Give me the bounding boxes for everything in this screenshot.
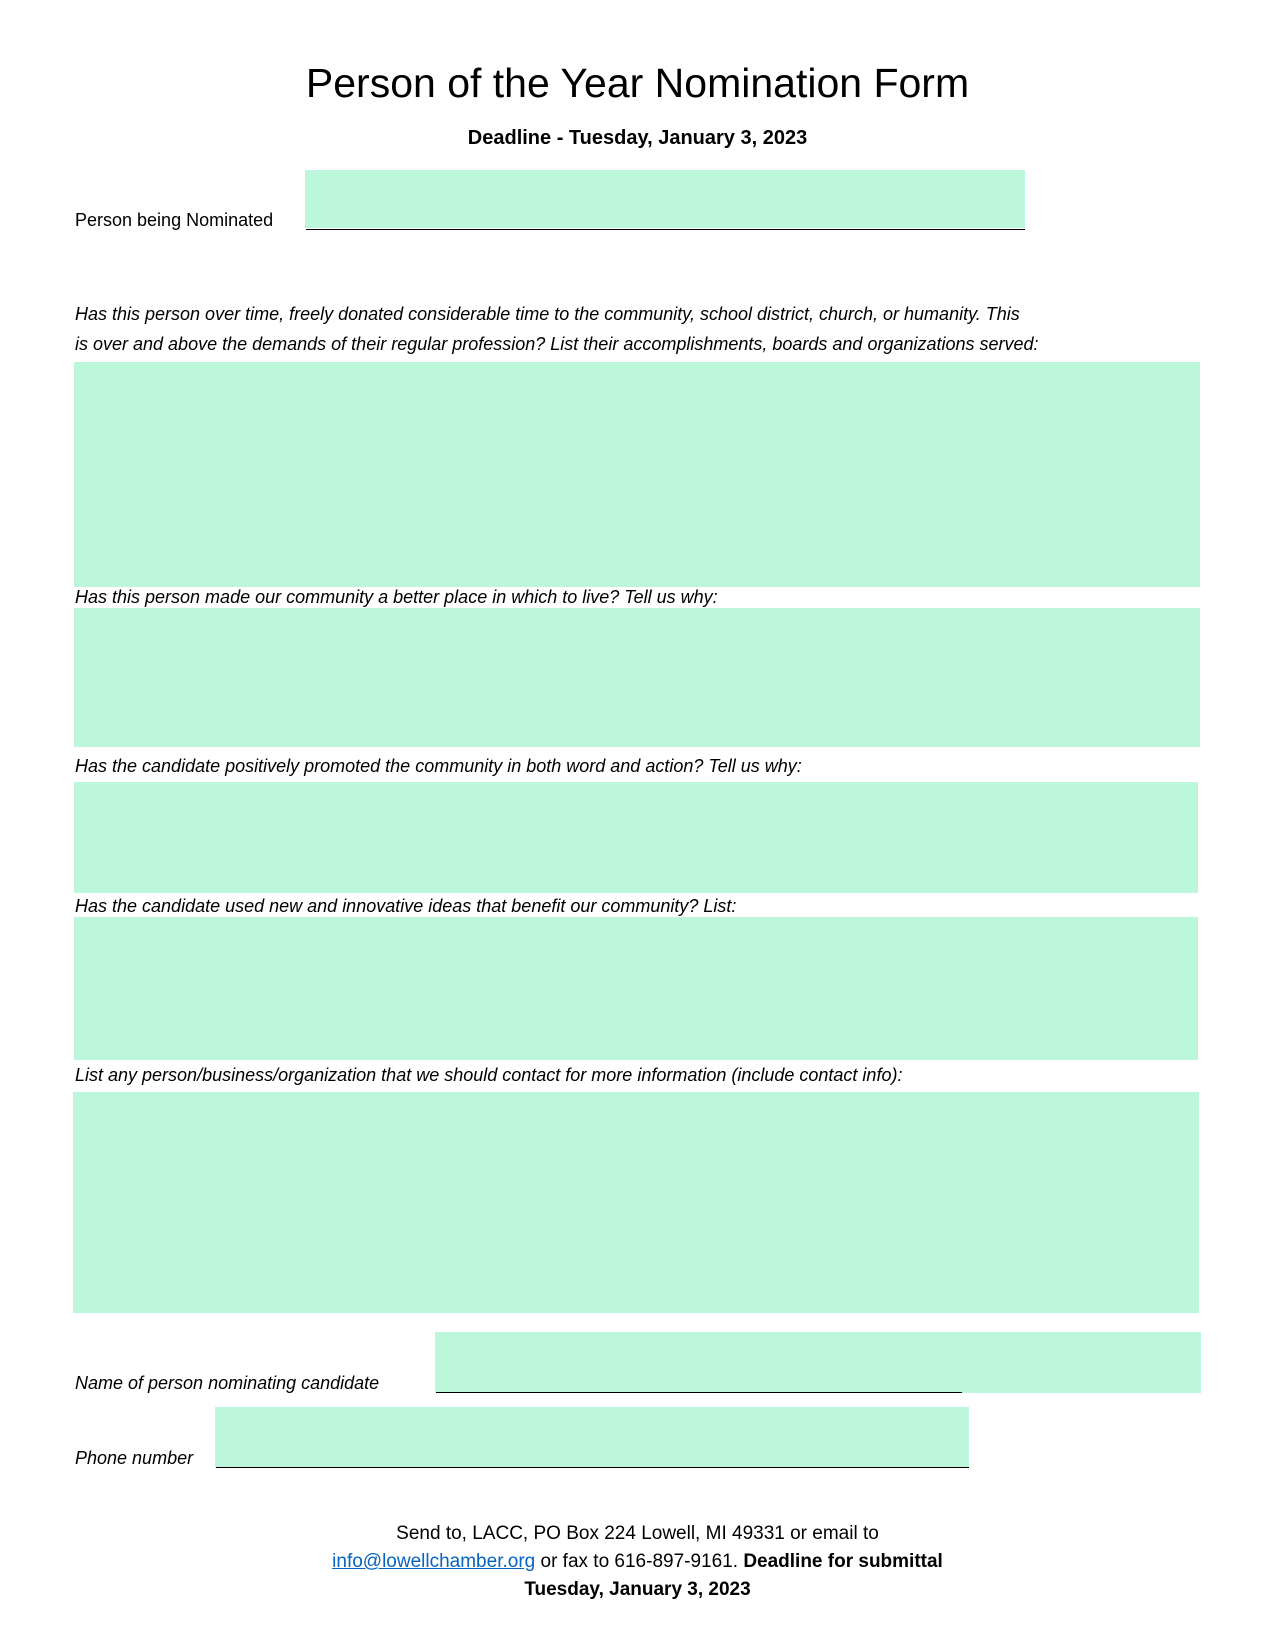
submission-footer xyxy=(0,1520,1275,1604)
contacts-field[interactable] xyxy=(73,1092,1199,1313)
question-2-label: Has this person made our community a better place in which to live? Tell us why: xyxy=(75,587,718,607)
nominator-underline xyxy=(436,1392,962,1393)
footer-deadline-label: Deadline for submittal xyxy=(743,1551,943,1572)
question-5-label: List any person/business/organization that we should contact for more information (include contact info): xyxy=(75,1065,903,1085)
footer-fax: or fax to 616-897-9161. xyxy=(535,1551,744,1572)
nominee-label: Person being Nominated xyxy=(75,210,274,230)
phone-underline xyxy=(216,1467,969,1468)
footer-deadline-date: Tuesday, January 3, 2023 xyxy=(524,1579,751,1600)
phone-label: Phone number xyxy=(75,1448,194,1468)
footer-address: Send to, LACC, PO Box 224 Lowell, MI 49331 or email to xyxy=(396,1523,879,1544)
question-1-line-1: Has this person over time, freely donated considerable time to the community, school district, church, or humanity. This xyxy=(75,304,1020,324)
innovative-ideas-field[interactable] xyxy=(74,917,1198,1060)
footer-contact-line xyxy=(0,1548,1275,1576)
question-4-label: Has the candidate used new and innovative ideas that benefit our community? List: xyxy=(75,896,737,916)
better-place-field[interactable] xyxy=(74,608,1200,747)
nominator-label: Name of person nominating candidate xyxy=(75,1373,380,1393)
accomplishments-field[interactable] xyxy=(74,362,1200,587)
nominee-name-field[interactable] xyxy=(305,170,1025,228)
promoted-community-field[interactable] xyxy=(74,782,1198,893)
deadline-subtitle: Deadline - Tuesday, January 3, 2023 xyxy=(467,127,808,149)
email-link[interactable]: info@lowellchamber.org xyxy=(332,1551,536,1572)
nominator-name-field[interactable] xyxy=(435,1332,1201,1393)
question-3-label: Has the candidate positively promoted the community in both word and action? Tell us why: xyxy=(75,756,802,776)
phone-field[interactable] xyxy=(215,1407,969,1468)
question-1-line-2: is over and above the demands of their regular profession? List their accomplishments, boards and organizations served: xyxy=(75,334,1039,354)
nominee-underline xyxy=(306,229,1025,230)
page-title: Person of the Year Nomination Form xyxy=(305,60,970,106)
